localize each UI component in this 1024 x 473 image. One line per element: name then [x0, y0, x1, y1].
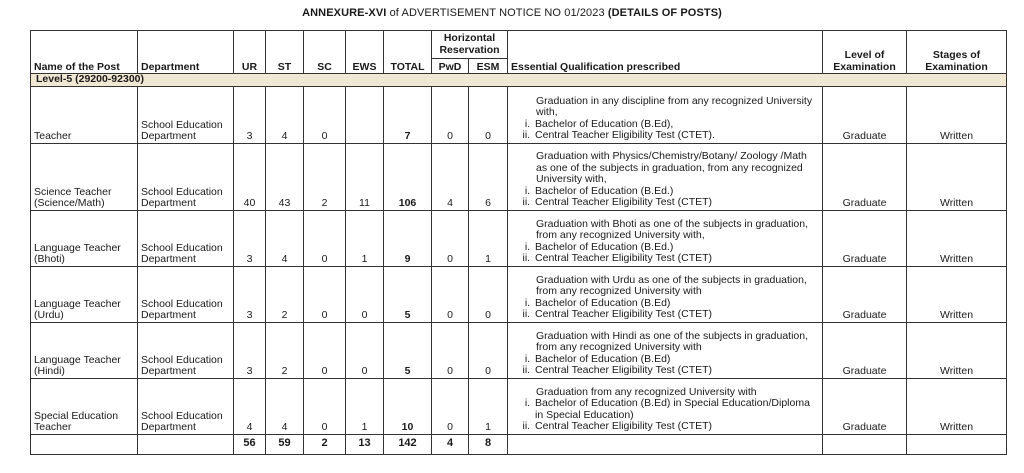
- total-ews: 13: [346, 434, 384, 454]
- qualification-item: ii. Central Teacher Eligibility Test (CTET): [533, 421, 820, 433]
- sc-cell: 2: [304, 143, 346, 210]
- table-row: [31, 378, 1007, 434]
- qualification-intro: Graduation from any recognized University with: [536, 385, 757, 398]
- qualification-cell: [508, 378, 823, 434]
- exam-level-cell: Graduate: [823, 86, 907, 143]
- sc-cell: 0: [304, 322, 346, 378]
- qualification-intro: Graduation with Urdu as one of the subjects in graduation, from any recognized University with: [536, 273, 807, 297]
- document-title: [0, 7, 1024, 19]
- header-pwd: PwD: [432, 59, 469, 74]
- post-name: Language Teacher (Hindi): [31, 322, 138, 378]
- posts-table: [30, 30, 1007, 455]
- qualification-cell: [508, 143, 823, 210]
- ews-cell: 1: [346, 378, 384, 434]
- total-sc: 2: [304, 434, 346, 454]
- post-name: Teacher: [31, 86, 138, 143]
- stages-cell: Written: [907, 143, 1007, 210]
- table-row: [31, 322, 1007, 378]
- post-name: Special Education Teacher: [31, 378, 138, 434]
- level-row: [31, 74, 1007, 87]
- stages-cell: Written: [907, 86, 1007, 143]
- header-qualification: Essential Qualification prescribed: [508, 31, 823, 74]
- header-department: Department: [138, 31, 234, 74]
- qualification-intro: Graduation with Hindi as one of the subjects in graduation, from any recognized University with: [536, 329, 809, 353]
- title-annexure: ANNEXURE-XVI: [302, 7, 387, 19]
- header-level: Level of Examination: [823, 31, 907, 74]
- qualification-list: [511, 119, 820, 142]
- qualification-list: [511, 186, 820, 209]
- qualification-list: [511, 398, 820, 433]
- qualification-cell: [508, 86, 823, 143]
- department-cell: School Education Department: [138, 266, 234, 322]
- sc-cell: 0: [304, 86, 346, 143]
- qualification-item: i. Bachelor of Education (B.Ed.): [533, 242, 820, 254]
- total-cell: 7: [384, 86, 432, 143]
- department-cell: School Education Department: [138, 86, 234, 143]
- esm-cell: 1: [469, 378, 508, 434]
- qualification-cell: [508, 266, 823, 322]
- header-horizontal-reservation: Horizontal Reservation: [432, 31, 508, 59]
- qualification-intro: Graduation in any discipline from any recognized University with,: [536, 94, 813, 118]
- total-esm: 8: [469, 434, 508, 454]
- totals-blank: [31, 434, 138, 454]
- pwd-cell: 0: [432, 210, 469, 266]
- qualification-item: i. Bachelor of Education (B.Ed): [533, 298, 820, 310]
- total-ur: 56: [234, 434, 266, 454]
- pwd-cell: 0: [432, 322, 469, 378]
- st-cell: 4: [266, 378, 304, 434]
- title-details: (DETAILS OF POSTS): [607, 7, 722, 19]
- exam-level-cell: Graduate: [823, 210, 907, 266]
- stages-cell: Written: [907, 210, 1007, 266]
- qualification-item: i. Bachelor of Education (B.Ed): [533, 354, 820, 366]
- st-cell: 2: [266, 266, 304, 322]
- table-row: [31, 210, 1007, 266]
- pwd-cell: 0: [432, 86, 469, 143]
- qualification-item: i. Bachelor of Education (B.Ed) in Special Education/Diploma in Special Education): [533, 398, 820, 421]
- level-label: Level-5 (29200-92300): [31, 74, 1007, 87]
- qualification-intro: Graduation with Physics/Chemistry/Botany/ Zoology /Math as one of the subjects in graduation, from any recognized University with,: [536, 150, 807, 185]
- totals-blank: [907, 434, 1007, 454]
- total-total: 142: [384, 434, 432, 454]
- pwd-cell: 0: [432, 378, 469, 434]
- pwd-cell: 4: [432, 143, 469, 210]
- exam-level-cell: Graduate: [823, 378, 907, 434]
- total-pwd: 4: [432, 434, 469, 454]
- ews-cell: 0: [346, 322, 384, 378]
- post-name: Science Teacher (Science/Math): [31, 143, 138, 210]
- ur-cell: 40: [234, 143, 266, 210]
- department-cell: School Education Department: [138, 210, 234, 266]
- title-notice: of ADVERTISEMENT NOTICE NO 01/2023: [386, 7, 608, 19]
- totals-blank: [823, 434, 907, 454]
- qualification-item: ii. Central Teacher Eligibility Test (CTET).: [533, 130, 820, 142]
- header-name: Name of the Post: [31, 31, 138, 74]
- ews-cell: 0: [346, 266, 384, 322]
- total-cell: 10: [384, 378, 432, 434]
- totals-row: [31, 434, 1007, 454]
- qualification-item: ii. Central Teacher Eligibility Test (CTET): [533, 365, 820, 377]
- st-cell: 2: [266, 322, 304, 378]
- qualification-list: [511, 354, 820, 377]
- qualification-list: [511, 298, 820, 321]
- totals-blank: [508, 434, 823, 454]
- qualification-item: ii. Central Teacher Eligibility Test (CTET): [533, 197, 820, 209]
- qualification-item: ii. Central Teacher Eligibility Test (CTET): [533, 253, 820, 265]
- post-name: Language Teacher (Bhoti): [31, 210, 138, 266]
- qualification-cell: [508, 322, 823, 378]
- ur-cell: 3: [234, 266, 266, 322]
- ews-cell: 11: [346, 143, 384, 210]
- stages-cell: Written: [907, 378, 1007, 434]
- esm-cell: 0: [469, 86, 508, 143]
- exam-level-cell: Graduate: [823, 322, 907, 378]
- qualification-cell: [508, 210, 823, 266]
- qualification-list: [511, 242, 820, 265]
- ur-cell: 3: [234, 86, 266, 143]
- stages-cell: Written: [907, 322, 1007, 378]
- header-total: TOTAL: [384, 31, 432, 74]
- totals-blank: [138, 434, 234, 454]
- qualification-item: i. Bachelor of Education (B.Ed),: [533, 119, 820, 131]
- total-cell: 5: [384, 322, 432, 378]
- esm-cell: 1: [469, 210, 508, 266]
- ur-cell: 4: [234, 378, 266, 434]
- table-row: [31, 143, 1007, 210]
- ews-cell: 1: [346, 210, 384, 266]
- department-cell: School Education Department: [138, 143, 234, 210]
- post-name: Language Teacher (Urdu): [31, 266, 138, 322]
- header-stages: Stages of Examination: [907, 31, 1007, 74]
- header-ews: EWS: [346, 31, 384, 74]
- sc-cell: 0: [304, 378, 346, 434]
- ur-cell: 3: [234, 210, 266, 266]
- sc-cell: 0: [304, 210, 346, 266]
- exam-level-cell: Graduate: [823, 143, 907, 210]
- header-row: [31, 31, 1007, 59]
- total-st: 59: [266, 434, 304, 454]
- pwd-cell: 0: [432, 266, 469, 322]
- sc-cell: 0: [304, 266, 346, 322]
- ews-cell: [346, 86, 384, 143]
- esm-cell: 0: [469, 322, 508, 378]
- total-cell: 5: [384, 266, 432, 322]
- table-row: [31, 266, 1007, 322]
- st-cell: 4: [266, 86, 304, 143]
- st-cell: 4: [266, 210, 304, 266]
- header-ur: UR: [234, 31, 266, 74]
- department-cell: School Education Department: [138, 378, 234, 434]
- esm-cell: 6: [469, 143, 508, 210]
- stages-cell: Written: [907, 266, 1007, 322]
- header-st: ST: [266, 31, 304, 74]
- exam-level-cell: Graduate: [823, 266, 907, 322]
- esm-cell: 0: [469, 266, 508, 322]
- table-row: [31, 86, 1007, 143]
- st-cell: 43: [266, 143, 304, 210]
- qualification-item: ii. Central Teacher Eligibility Test (CTET): [533, 309, 820, 321]
- department-cell: School Education Department: [138, 322, 234, 378]
- qualification-intro: Graduation with Bhoti as one of the subjects in graduation, from any recognized University with,: [536, 217, 809, 241]
- total-cell: 106: [384, 143, 432, 210]
- total-cell: 9: [384, 210, 432, 266]
- ur-cell: 3: [234, 322, 266, 378]
- header-sc: SC: [304, 31, 346, 74]
- qualification-item: i. Bachelor of Education (B.Ed.): [533, 186, 820, 198]
- header-esm: ESM: [469, 59, 508, 74]
